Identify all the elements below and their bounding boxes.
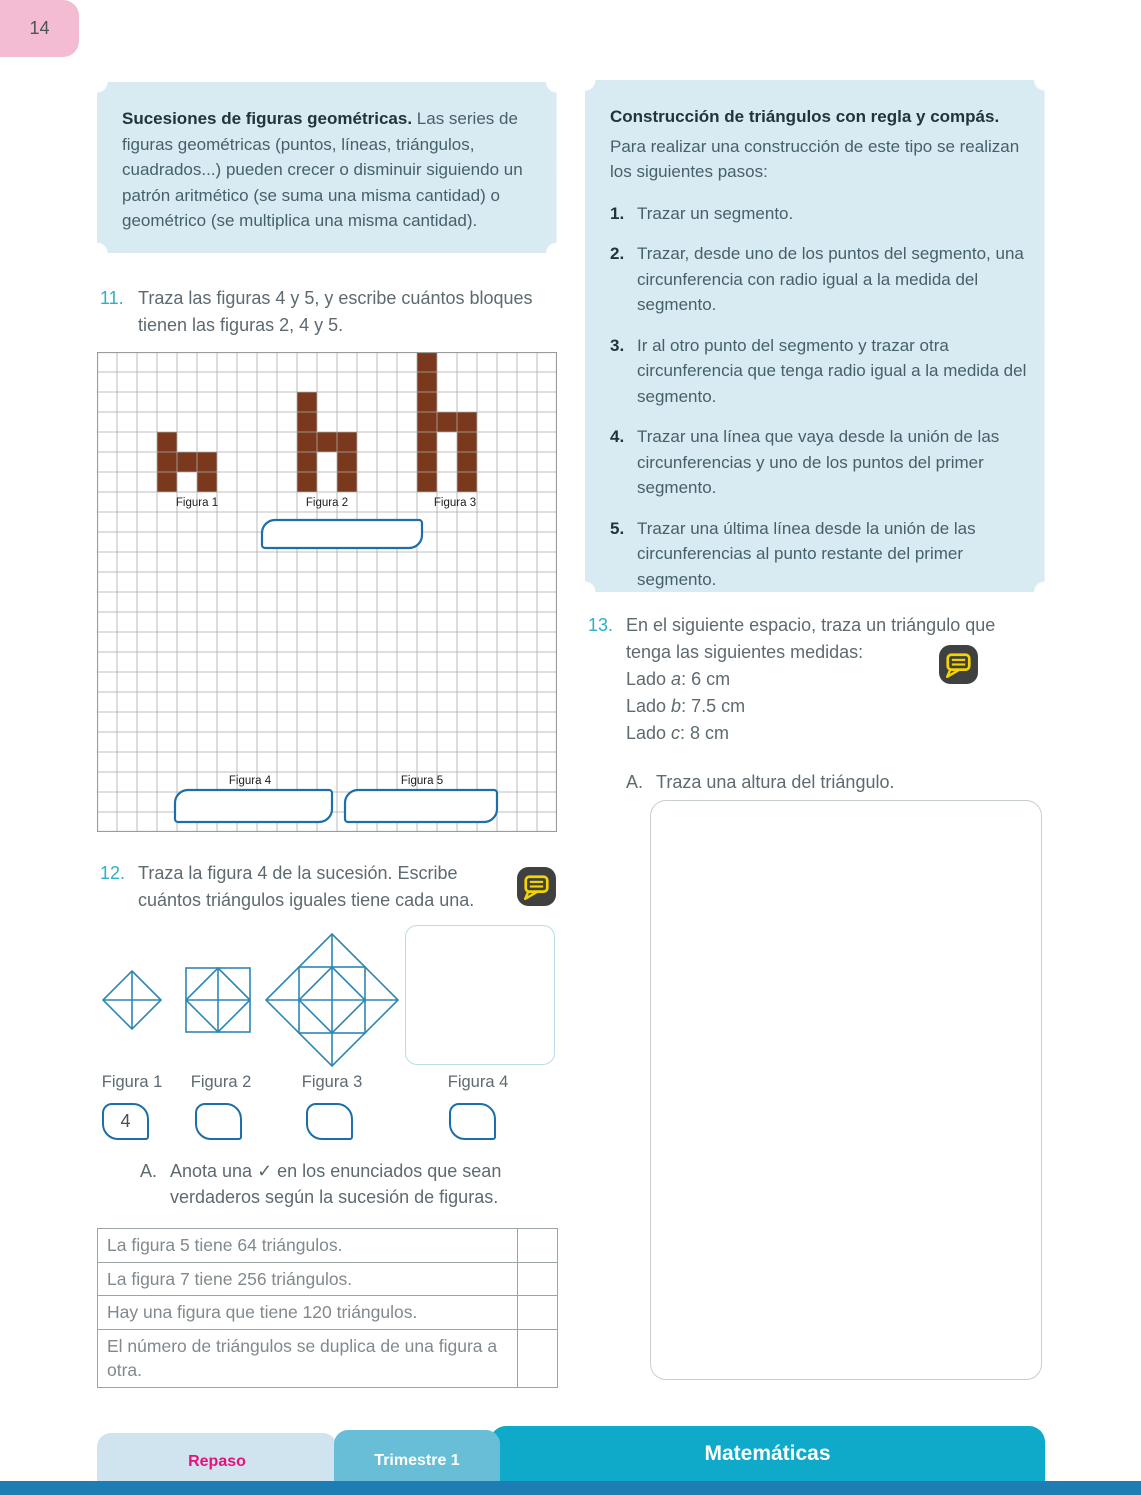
comment-icon[interactable]	[516, 866, 557, 907]
exercise-11-text: Traza las figuras 4 y 5, y escribe cuántos bloques tienen las figuras 2, 4 y 5.	[138, 288, 533, 335]
answer-box-figure-1[interactable]	[102, 1103, 149, 1140]
answer-value-figure-1: 4	[120, 1111, 131, 1131]
step-number: 1.	[610, 203, 625, 223]
statement-checkbox[interactable]	[517, 1263, 557, 1296]
concept-box-sequences-body: Las series de figuras geométricas (puntos, líneas, triángulos, cuadrados...) pueden crecer o disminuir siguiendo un patrón aritmético (se suma una misma cantidad) o geométrico (se multiplica una misma cantidad).	[122, 109, 523, 230]
svg-text:Figura 3: Figura 3	[433, 497, 477, 509]
exercise-12	[100, 860, 560, 914]
page-number: 14	[29, 18, 50, 38]
step-text: Ir al otro punto del segmento y trazar otra circunferencia que tenga radio igual a la medida del segmento.	[637, 335, 1027, 406]
subitem-a-text: Anota una ✓ en los enunciados que sean verdaderos según la sucesión de figuras.	[170, 1161, 502, 1208]
svg-text:Figura 1: Figura 1	[175, 497, 219, 509]
side-b-letter: b	[671, 696, 682, 716]
side-a-value: : 6 cm	[681, 669, 731, 689]
footer-tab-trimestre-label: Trimestre 1	[374, 1452, 460, 1469]
step-number: 3.	[610, 335, 625, 355]
statement-text: Hay una figura que tiene 120 triángulos.	[107, 1302, 418, 1322]
concept-box-sequences-paragraph	[122, 106, 535, 234]
exercise-13-subitem-a	[626, 769, 998, 796]
table-row	[98, 1296, 557, 1330]
construction-step	[610, 424, 1031, 501]
statement-text: La figura 5 tiene 64 triángulos.	[107, 1235, 343, 1255]
concept-box-sequences	[97, 82, 557, 253]
figure-label-2: Figura 2	[190, 1073, 252, 1091]
exercise-12-number: 12.	[100, 863, 126, 883]
side-b-prefix: Lado	[626, 696, 672, 716]
step-number: 4.	[610, 427, 625, 446]
concept-box-triangle-construction	[585, 80, 1045, 592]
construction-steps-list	[610, 201, 1031, 593]
figure-4-drawing-box[interactable]	[405, 925, 555, 1065]
sequence-figure-2	[182, 964, 254, 1036]
block-grid-drawing-area[interactable]	[97, 352, 557, 832]
side-c-value: : 8 cm	[680, 723, 730, 743]
table-row	[98, 1263, 557, 1297]
answer-box-figure-2[interactable]	[195, 1103, 242, 1140]
step-text: Trazar una línea que vaya desde la unión de las circunferencias y uno de los puntos del primer segmento.	[637, 427, 1000, 497]
figure-label-4: Figura 4	[447, 1073, 509, 1091]
side-c	[626, 720, 998, 747]
step-text: Trazar un segmento.	[637, 203, 794, 223]
table-row	[98, 1229, 557, 1263]
exercise-12-subitem-a	[140, 1158, 560, 1210]
answer-box-figure-3[interactable]	[306, 1103, 353, 1140]
side-b	[626, 693, 998, 720]
statement-checkbox[interactable]	[517, 1229, 557, 1262]
figure-label-3: Figura 3	[301, 1073, 363, 1091]
statement-text: El número de triángulos se duplica de una figura a otra.	[107, 1335, 498, 1380]
page-number-tab	[0, 0, 79, 57]
exercise-13-text: En el siguiente espacio, traza un triángulo que tenga las siguientes medidas:	[626, 615, 996, 662]
side-a-prefix: Lado	[626, 669, 672, 689]
svg-text:Figura 4: Figura 4	[228, 775, 272, 787]
exercise-13	[588, 612, 1048, 796]
construction-step	[610, 516, 1031, 593]
exercise-13-number: 13.	[588, 615, 614, 635]
exercise-11	[100, 285, 540, 339]
construction-step	[610, 201, 1031, 227]
side-c-letter: c	[671, 723, 681, 743]
construction-step	[610, 333, 1031, 410]
table-row	[98, 1330, 557, 1387]
svg-text:Figura 5: Figura 5	[400, 775, 444, 787]
concept-box-sequences-title: Sucesiones de figuras geométricas.	[122, 109, 413, 128]
step-number: 2.	[610, 244, 625, 263]
subitem-a-label: A.	[140, 1161, 158, 1181]
figure-label-1: Figura 1	[101, 1073, 163, 1091]
step-number: 5.	[610, 518, 625, 538]
footer-tab-repaso-label: Repaso	[188, 1453, 246, 1470]
statement-checkbox[interactable]	[517, 1296, 557, 1329]
concept-box-triangles-title: Construcción de triángulos con regla y compás.	[610, 107, 1000, 126]
statement-checkbox[interactable]	[517, 1330, 557, 1387]
sequence-figure-1	[99, 967, 165, 1033]
statement-text: La figura 7 tiene 256 triángulos.	[107, 1268, 353, 1289]
triangle-drawing-area[interactable]	[650, 800, 1042, 1380]
subitem-a-label: A.	[626, 772, 644, 792]
page-bottom-bar	[0, 1481, 1141, 1495]
construction-step	[610, 241, 1031, 318]
exercise-12-text: Traza la figura 4 de la sucesión. Escribe cuántos triángulos iguales tiene cada una.	[138, 863, 475, 910]
footer-tab-matematicas-label: Matemáticas	[704, 1442, 831, 1465]
subitem-a-text: Traza una altura del triángulo.	[656, 772, 895, 792]
step-text: Trazar, desde uno de los puntos del segmento, una circunferencia con radio igual a la medida del segmento.	[637, 244, 1024, 314]
step-text: Trazar una última línea desde la unión de las circunferencias al punto restante del primer segmento.	[637, 518, 976, 589]
exercise-11-number: 11.	[100, 288, 124, 308]
side-b-value: : 7.5 cm	[681, 696, 746, 716]
answer-box-figure-4[interactable]	[449, 1103, 496, 1140]
side-c-prefix: Lado	[626, 723, 672, 743]
statements-table	[97, 1228, 558, 1388]
comment-icon[interactable]	[938, 644, 979, 685]
side-a-letter: a	[671, 669, 682, 689]
sequence-figure-3	[262, 930, 402, 1070]
svg-text:Figura 2: Figura 2	[305, 497, 349, 509]
concept-box-triangles-intro: Para realizar una construcción de este tipo se realizan los siguientes pasos:	[610, 136, 1020, 181]
